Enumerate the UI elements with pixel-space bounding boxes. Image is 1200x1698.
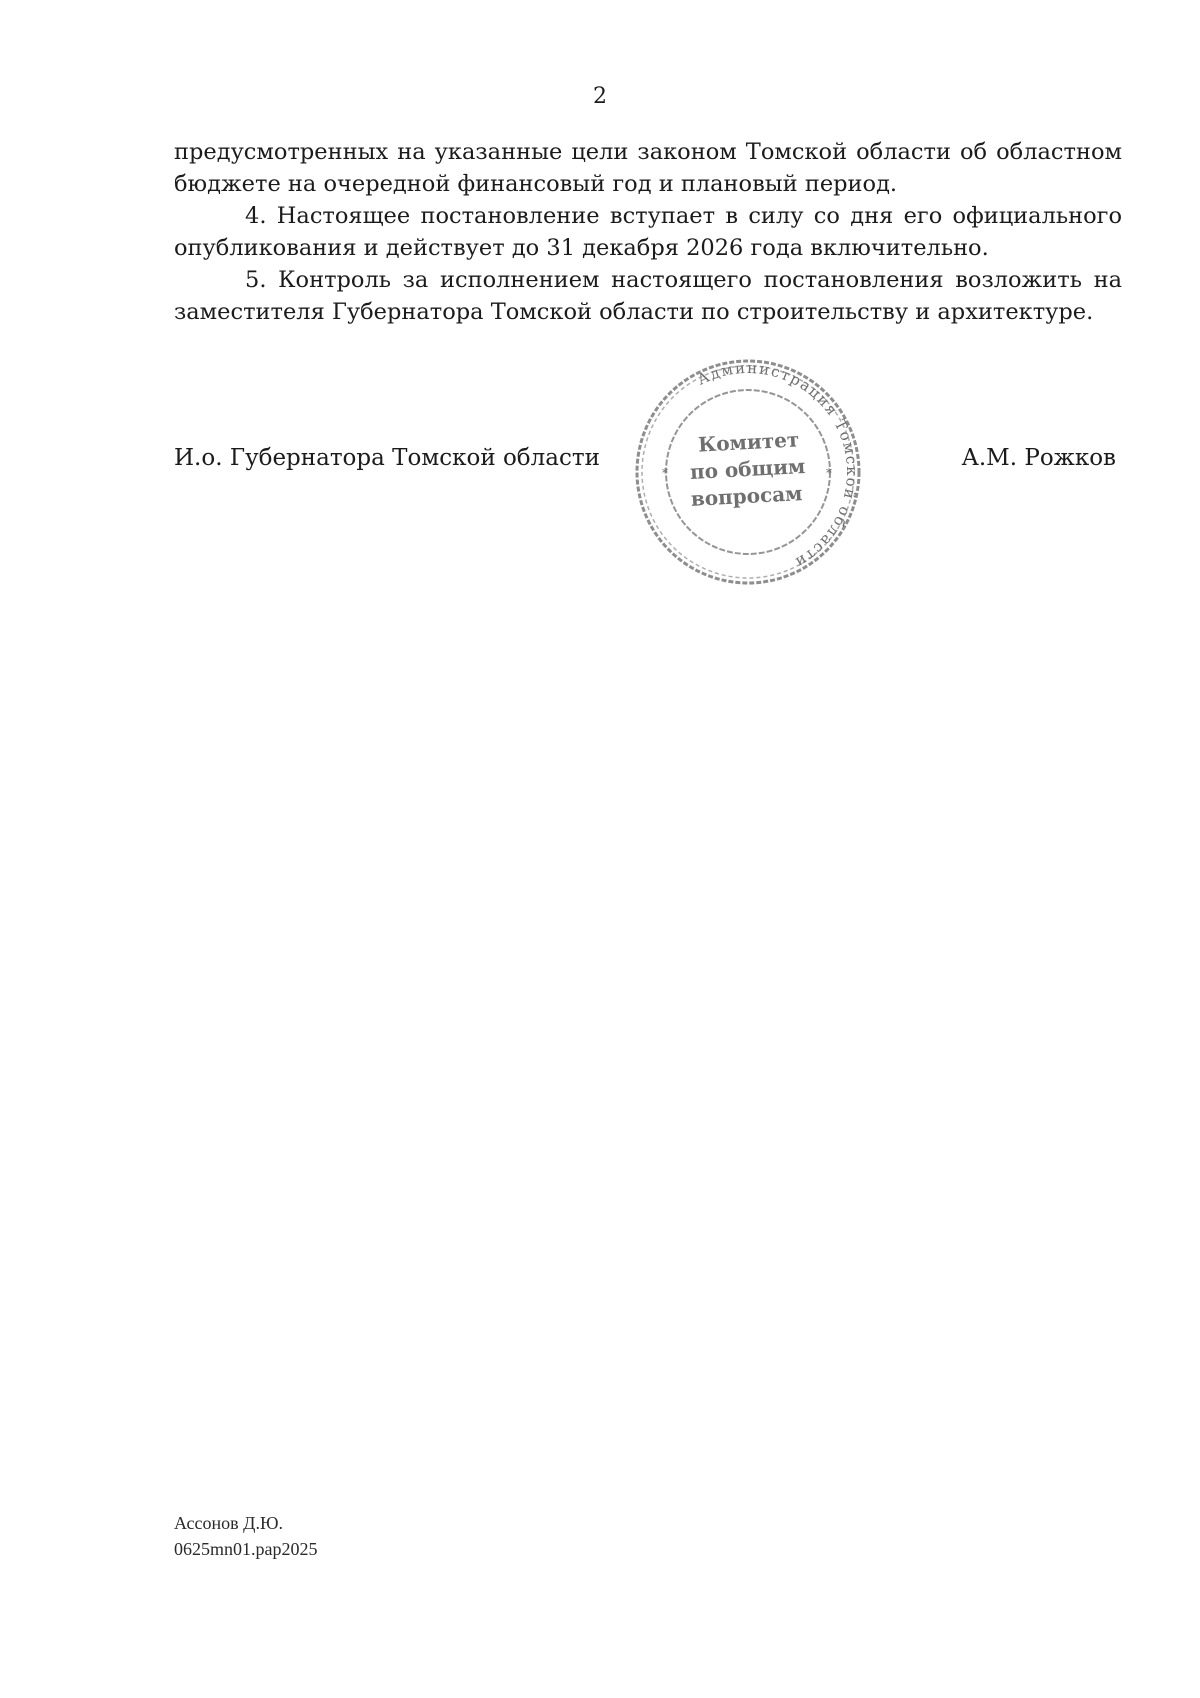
paragraph-item-4: 4. Настоящее постановление вступает в силу со дня его официального опубликования и действует до 31 декабря 2026 года включительно. bbox=[174, 203, 1122, 261]
document-code: 0625mn01.pap2025 bbox=[174, 1539, 318, 1559]
footer-block bbox=[174, 1510, 318, 1562]
seal-center-line-1: Комитет bbox=[697, 427, 800, 457]
paragraph-item-5: 5. Контроль за исполнением настоящего постановления возложить на заместителя Губернатора Томской области по строительству и архитектуре. bbox=[174, 267, 1122, 325]
document-body bbox=[174, 136, 1122, 328]
executor-name: Ассонов Д.Ю. bbox=[174, 1513, 283, 1533]
signatory-name: А.М. Рожков bbox=[961, 445, 1116, 471]
official-seal bbox=[632, 356, 864, 586]
seal-star-left-icon: * bbox=[662, 466, 668, 480]
seal-star-right-icon: * bbox=[826, 466, 832, 480]
seal-center-line-2: по общим bbox=[689, 454, 806, 485]
seal-graphic bbox=[632, 356, 864, 586]
seal-center-line-3: вопросам bbox=[690, 481, 804, 511]
signatory-position: И.о. Губернатора Томской области bbox=[174, 445, 600, 471]
paragraph-continuation: предусмотренных на указанные цели законом Томской области об областном бюджете на очередной финансовый год и плановый период. bbox=[174, 139, 1122, 197]
page-number: 2 bbox=[593, 84, 607, 109]
seal-ring-text: Администрация Томской области bbox=[694, 358, 862, 573]
